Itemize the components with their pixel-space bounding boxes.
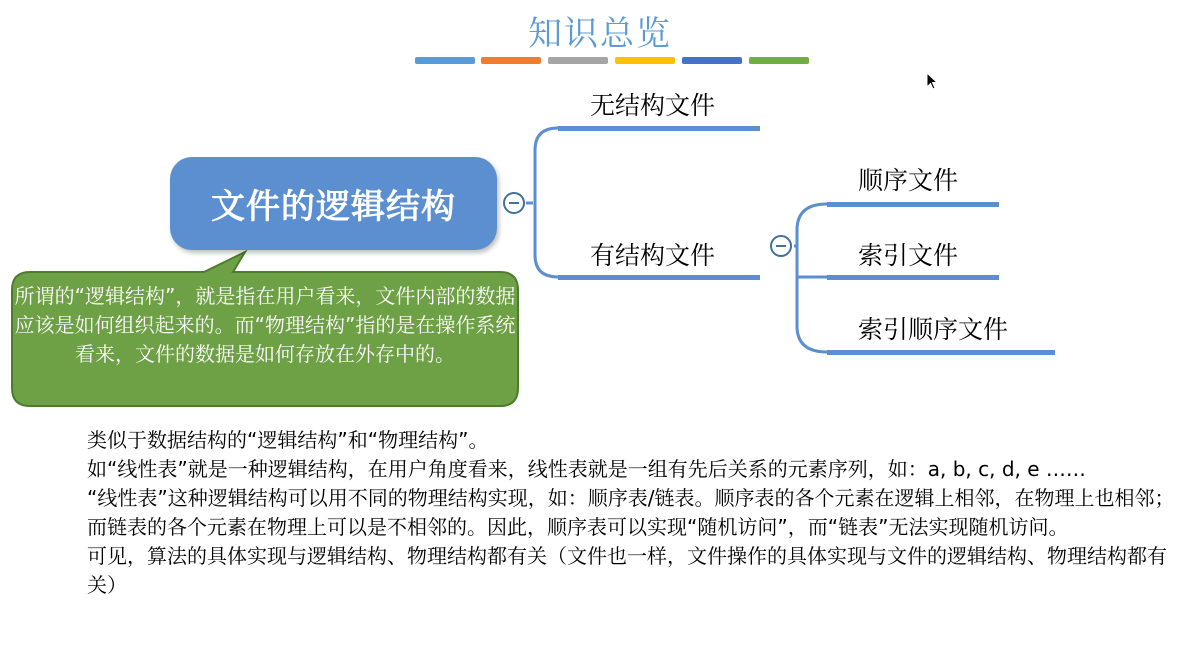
collapse-structured-icon[interactable] xyxy=(770,235,792,257)
page-title: 知识总览 xyxy=(528,14,672,54)
node-indexed-underline xyxy=(827,275,999,280)
note-paragraph: 类似于数据结构的“逻辑结构”和“物理结构”。 xyxy=(87,428,489,452)
mouse-cursor-icon xyxy=(926,72,940,92)
node-indexed-file[interactable]: 索引文件 xyxy=(858,241,959,270)
node-structured-underline xyxy=(558,275,760,280)
node-unstructured-file[interactable]: 无结构文件 xyxy=(590,91,716,120)
note-paragraph: “线性表”这种逻辑结构可以用不同的物理结构实现，如：顺序表/链表。顺序表的各个元素在逻辑上相邻，在物理上也相邻；而链表的各个元素在物理上可以是不相邻的。因此，顺序表可以实现“随机访问”，而“链表”无法实现随机访问。 xyxy=(87,486,1175,539)
node-sequential-file[interactable]: 顺序文件 xyxy=(858,166,959,195)
collapse-root-icon[interactable] xyxy=(503,192,525,214)
node-indexed-sequential-underline xyxy=(827,350,1055,355)
note-paragraph: 如“线性表”就是一种逻辑结构，在用户角度看来，线性表就是一组有先后关系的元素序列，如：a, b, c, d, e …… xyxy=(87,457,1086,481)
root-node[interactable]: 文件的逻辑结构 xyxy=(170,157,497,250)
notes-block xyxy=(87,426,1182,600)
node-structured-file[interactable]: 有结构文件 xyxy=(590,241,716,270)
node-unstructured-underline xyxy=(558,126,760,131)
callout-text: 所谓的“逻辑结构”，就是指在用户看来，文件内部的数据应该是如何组织起来的。而“物理结构”指的是在操作系统看来，文件的数据是如何存放在外存中的。 xyxy=(14,284,516,366)
node-sequential-underline xyxy=(827,202,999,207)
node-indexed-sequential-file[interactable]: 索引顺序文件 xyxy=(858,315,1009,344)
note-paragraph: 可见，算法的具体实现与逻辑结构、物理结构都有关（文件也一样，文件操作的具体实现与文件的逻辑结构、物理结构都有关） xyxy=(87,544,1167,597)
